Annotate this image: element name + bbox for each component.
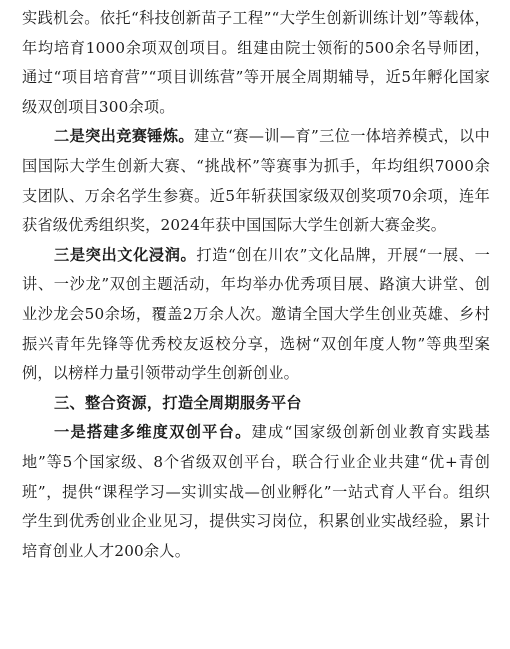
paragraph-lead: 三是突出文化浸润。 (54, 245, 197, 264)
paragraph-text: 实践机会。依托“科技创新苗子工程”“大学生创新训练计划”等载体，年均培育1000余项双创项目。组建由院士领衔的500余名导师团，通过“项目培育营”“项目训练营”等开展全周期辅导，近5年孵化国家级双创项目300余项。 (22, 9, 490, 116)
paragraph-continued (22, 4, 490, 122)
paragraph-platform (22, 418, 490, 566)
paragraph-text: 建立“赛—训—育”三位一体培养模式，以中国国际大学生创新大赛、“挑战杯”等赛事为抓手，年均组织7000余支团队、万余名学生参赛。近5年斩获国家级双创奖项70余项，连年获省级优秀组织奖，2024年获中国国际大学生创新大赛金奖。 (22, 127, 490, 235)
document-page (22, 4, 490, 566)
paragraph-culture (22, 241, 490, 389)
paragraph-competition (22, 122, 490, 240)
paragraph-lead: 一是搭建多维度双创平台。 (54, 423, 252, 442)
paragraph-text: 建成“国家级创新创业教育实践基地”等5个国家级、8个省级双创平台，联合行业企业共建“优+青创班”，提供“课程学习—实训实战—创业孵化”一站式育人平台。组织学生到优秀创业企业见习，提供实习岗位，积累创业实战经验，累计培育创业人才200余人。 (22, 423, 491, 560)
paragraph-lead: 二是突出竞赛锤炼。 (54, 127, 194, 146)
paragraph-text: 打造“创在川农”文化品牌，开展“一展、一讲、一沙龙”双创主题活动，年均举办优秀项目展、路演大讲堂、创业沙龙会50余场，覆盖2万余人次。邀请全国大学生创业英雄、乡村振兴青年先锋等优秀校友返校分享，选树“双创年度人物”等典型案例，以榜样力量引领带动学生创新创业。 (22, 245, 490, 383)
section-heading: 三、整合资源，打造全周期服务平台 (54, 393, 302, 412)
